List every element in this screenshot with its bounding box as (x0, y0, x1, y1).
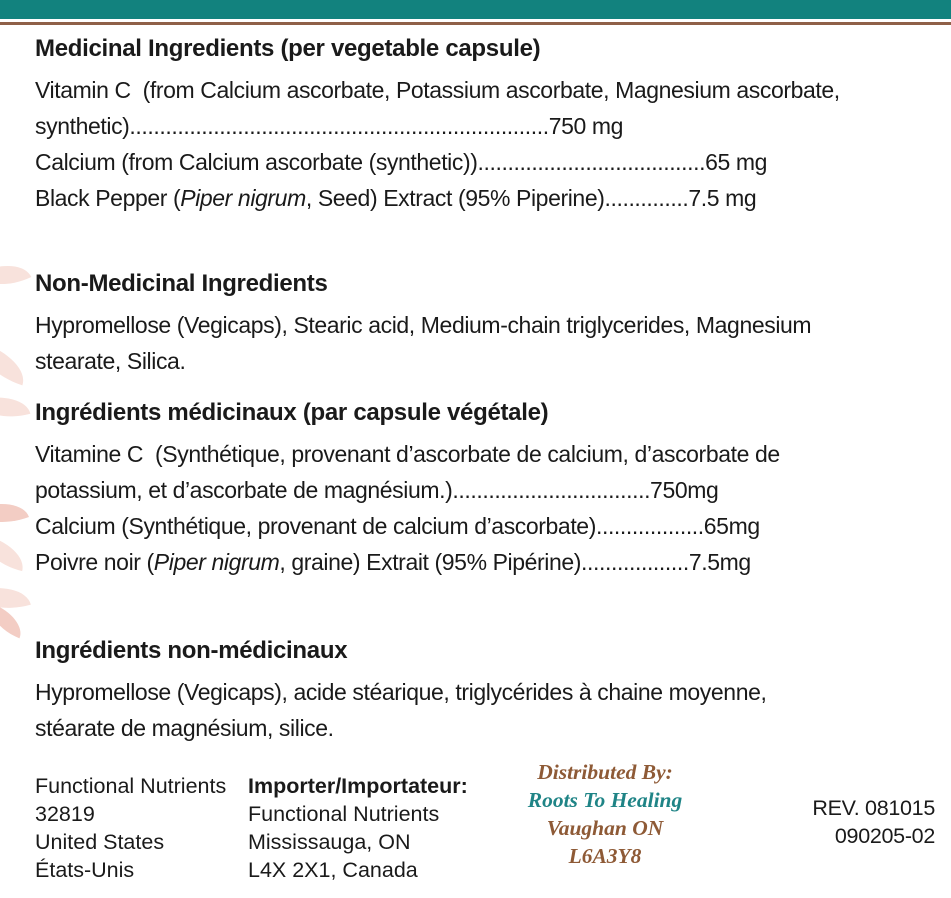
ingredient-line (35, 674, 935, 710)
lot-code: 090205-02 (834, 824, 935, 848)
ingredient-text: , Seed) Extract (95% Piperine)..............7.5 mg (305, 185, 757, 211)
ingredient-text: Black Pepper ( (35, 185, 181, 211)
ingredient-line (35, 508, 935, 544)
ingredient-line (35, 180, 935, 216)
manufacturer-zip: 32819 (35, 802, 95, 826)
latin-name: Piper nigrum (153, 549, 280, 575)
footer (35, 758, 935, 884)
leaf-watermark (0, 604, 28, 639)
ingredient-text: Calcium (from Calcium ascorbate (synthetic))......................................65 mg (35, 149, 768, 175)
ingredient-text: , graine) Extrait (95% Pipérine)..................7.5mg (279, 549, 751, 575)
importer-city: Mississauga, ON (248, 830, 411, 854)
ingredient-line (35, 307, 935, 343)
ingredient-text: Hypromellose (Vegicaps), acide stéarique, triglycérides à chaine moyenne, (35, 679, 767, 705)
section-heading: Non-Medicinal Ingredients (35, 270, 328, 297)
ingredient-section (35, 34, 935, 216)
leaf-watermark (0, 343, 31, 386)
ingredient-text: Hypromellose (Vegicaps), Stearic acid, Medium-chain triglycerides, Magnesium (35, 312, 812, 338)
distributed-by-block (490, 758, 720, 870)
manufacturer-country-fr: États-Unis (35, 858, 135, 882)
leaf-watermark (0, 253, 31, 296)
manufacturer-country-en: United States (35, 830, 165, 854)
leaf-watermark (0, 493, 29, 534)
leaf-watermark (0, 535, 28, 571)
ingredient-section (35, 636, 935, 746)
ingredient-text: Vitamine C (Synthétique, provenant d’ascorbate de calcium, d’ascorbate de (35, 441, 780, 467)
latin-name: Piper nigrum (180, 185, 306, 211)
section-heading: Medicinal Ingredients (per vegetable capsule) (35, 35, 541, 62)
ingredient-line (35, 436, 935, 472)
distributor-postal: L6A3Y8 (568, 844, 642, 868)
ingredient-text: stearate, Silica. (35, 348, 186, 374)
top-teal-bar (0, 0, 951, 19)
ingredient-line (35, 72, 935, 108)
ingredient-text: potassium, et d’ascorbate de magnésium.).................................750mg (35, 477, 719, 503)
ingredient-line (35, 544, 935, 580)
section-heading: Ingrédients non-médicinaux (35, 637, 348, 664)
ingredient-sections (35, 34, 935, 746)
distributor-city: Vaughan ON (546, 816, 664, 840)
label-content (35, 28, 935, 884)
importer-postal: L4X 2X1, Canada (248, 858, 418, 882)
distributor-name: Roots To Healing (527, 788, 683, 812)
manufacturer-address (35, 758, 248, 884)
ingredient-text: Poivre noir ( (35, 549, 154, 575)
ingredient-line (35, 108, 935, 144)
ingredient-text: synthetic)......................................................................750 mg (35, 113, 624, 139)
ingredient-section (35, 398, 935, 580)
revision-block (720, 758, 935, 850)
top-brown-rule (0, 22, 951, 25)
ingredient-line (35, 472, 935, 508)
distributed-by-label: Distributed By: (537, 760, 673, 784)
section-heading: Ingrédients médicinaux (par capsule végétale) (35, 399, 549, 426)
manufacturer-name: Functional Nutrients (35, 774, 227, 798)
revision-number: REV. 081015 (812, 796, 935, 820)
importer-name: Functional Nutrients (248, 802, 440, 826)
ingredient-text: stéarate de magnésium, silice. (35, 715, 334, 741)
ingredient-section (35, 269, 935, 379)
ingredient-text: Calcium (Synthétique, provenant de calcium d’ascorbate)..................65mg (35, 513, 760, 539)
ingredient-line (35, 144, 935, 180)
leaf-watermark (0, 389, 30, 426)
ingredient-line (35, 710, 935, 746)
importer-block (248, 758, 478, 884)
importer-heading: Importer/Importateur: (248, 774, 468, 798)
ingredient-line (35, 343, 935, 379)
ingredient-text: Vitamin C (from Calcium ascorbate, Potassium ascorbate, Magnesium ascorbate, (35, 77, 840, 103)
